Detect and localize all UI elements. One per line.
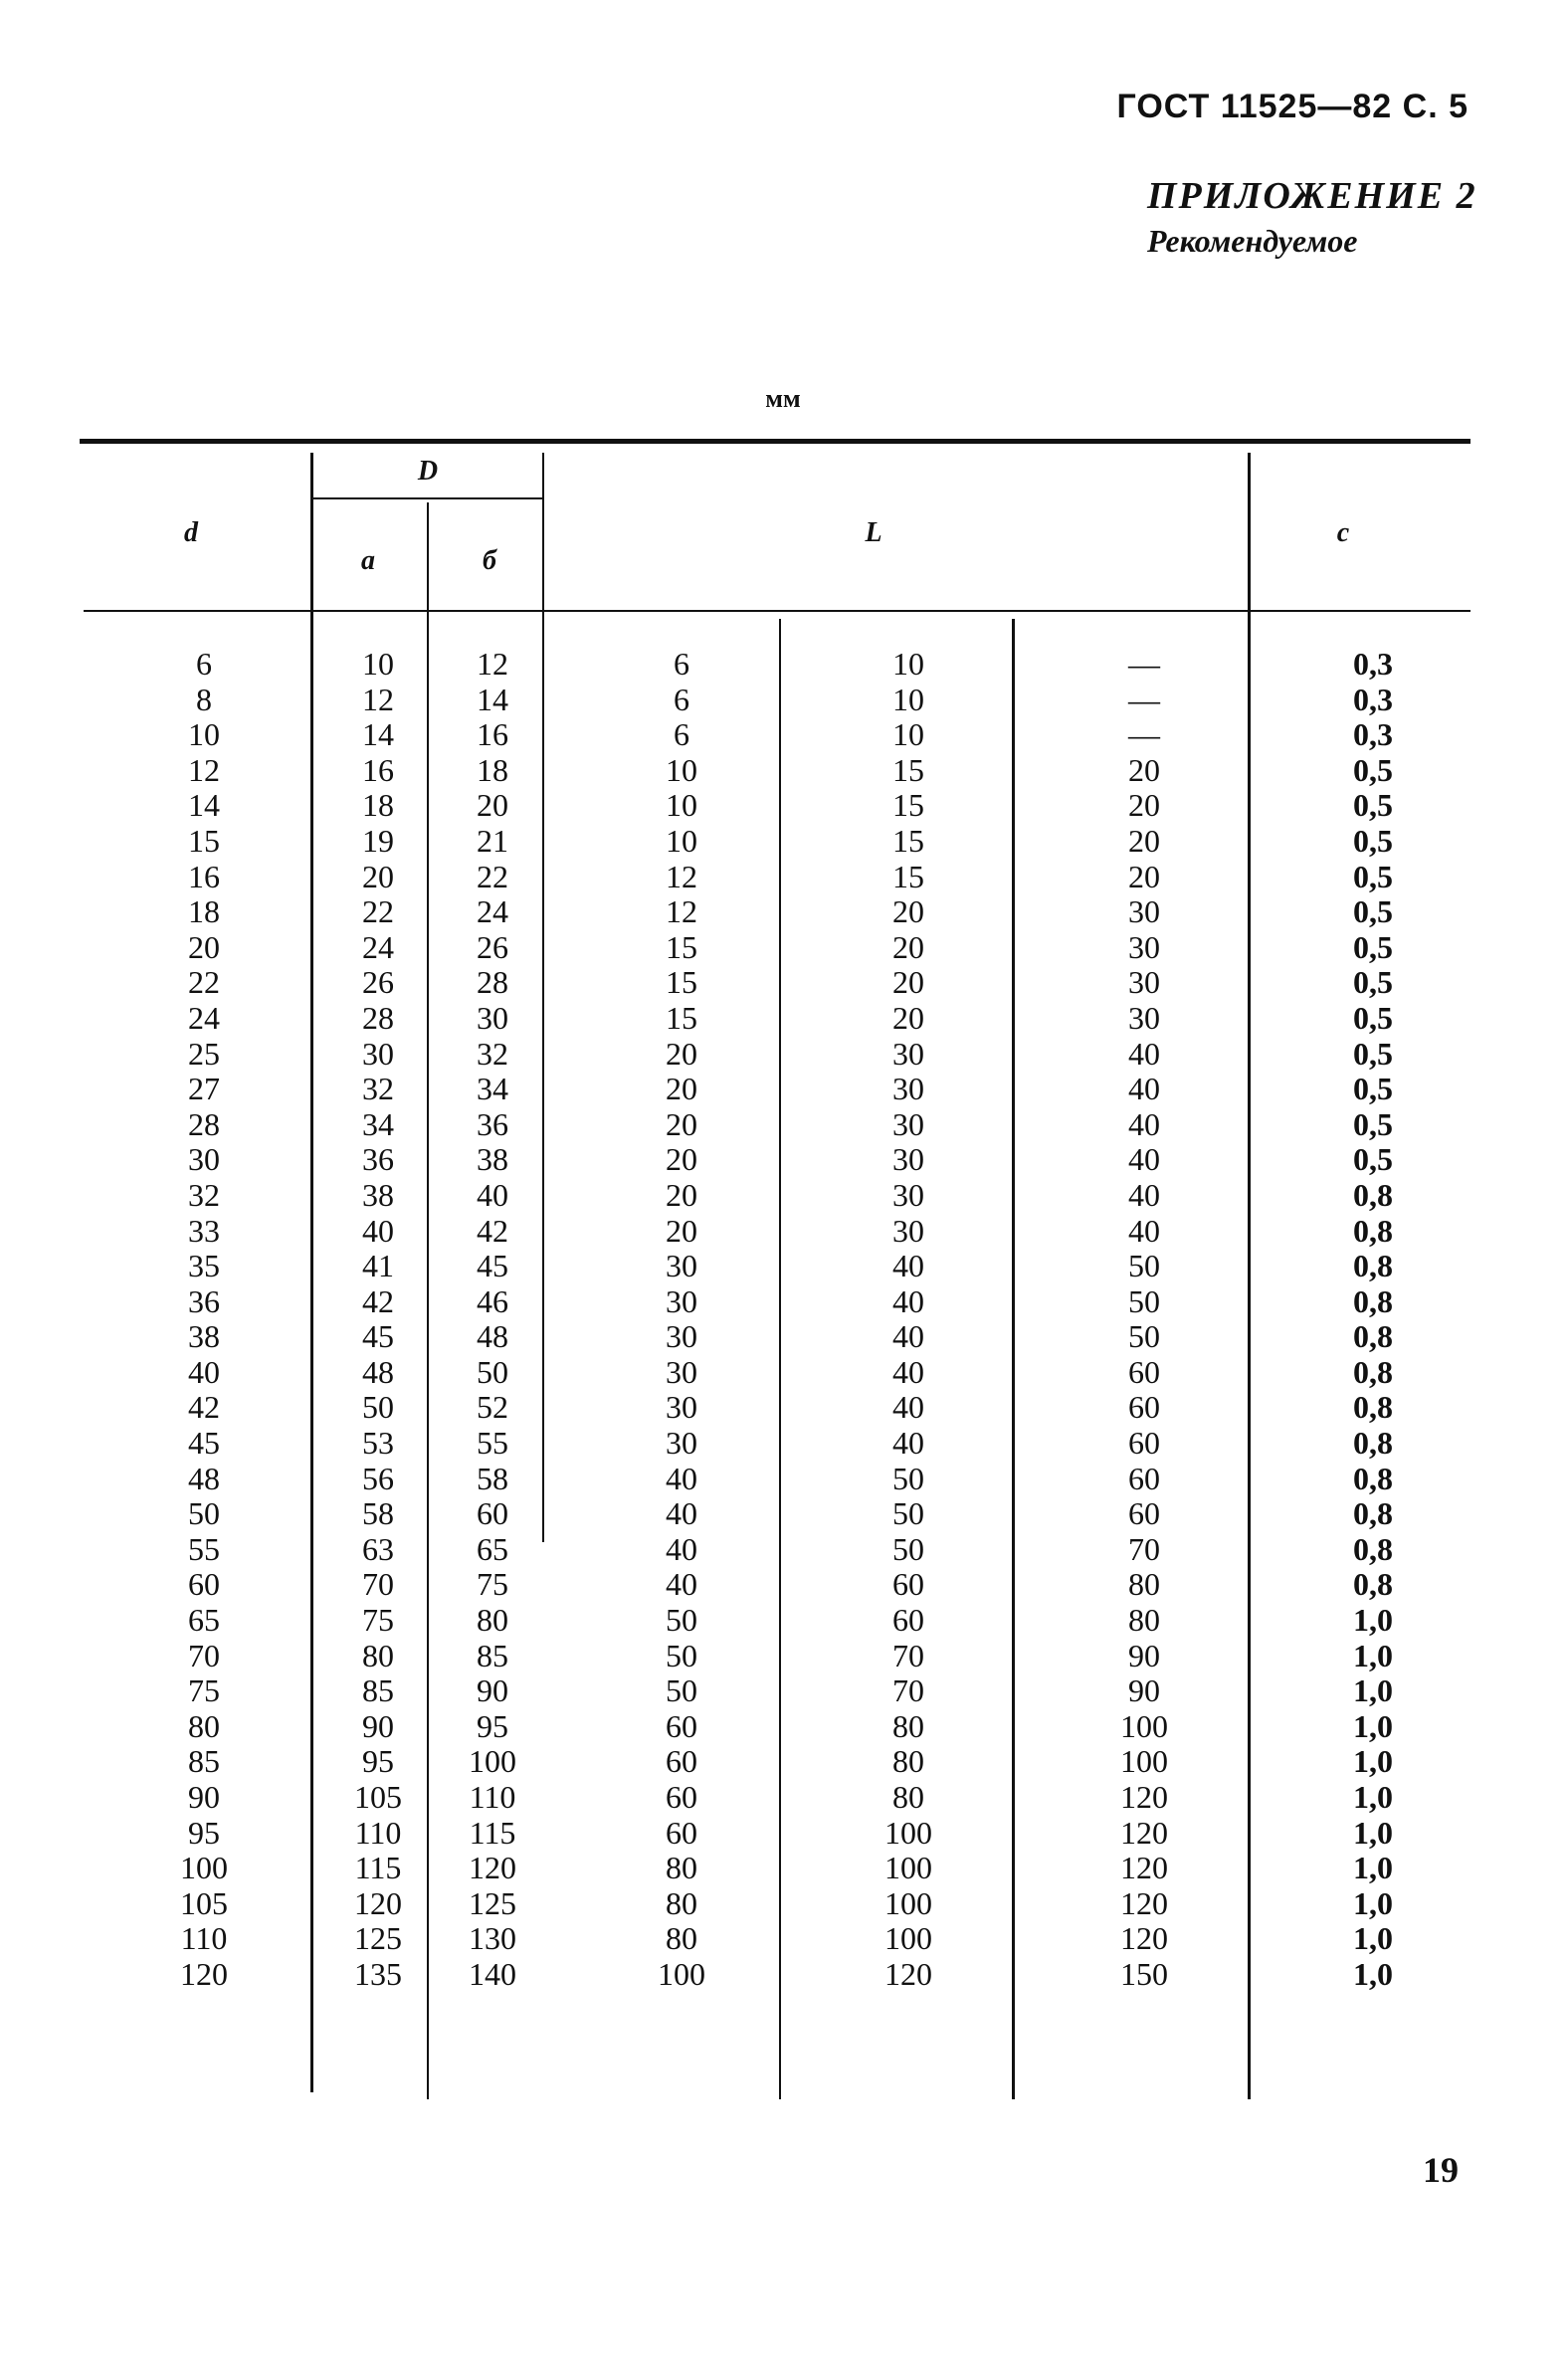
table-cell: 42 — [362, 1282, 394, 1319]
table-cell: 20 — [892, 928, 924, 965]
table-cell: 20 — [188, 928, 220, 965]
table-cell: 40 — [188, 1353, 220, 1390]
table-cell: 30 — [1128, 964, 1160, 1001]
table-cell: 0,5 — [1353, 1071, 1393, 1107]
table-cell: 60 — [666, 1814, 697, 1851]
header-D-b: б — [483, 545, 496, 576]
page-number: 19 — [1423, 2150, 1459, 2190]
table-cell: 1,0 — [1353, 1884, 1393, 1921]
table-cell: 0,8 — [1353, 1460, 1393, 1496]
table-cell: 0,5 — [1353, 964, 1393, 1001]
table-cell: 40 — [1128, 1176, 1160, 1213]
table-cell: 40 — [666, 1495, 697, 1532]
table-cell: 120 — [354, 1884, 402, 1921]
table-cell: 60 — [188, 1566, 220, 1603]
table-cell: 85 — [477, 1637, 508, 1673]
table-cell: 24 — [362, 928, 394, 965]
table-cell: 12 — [188, 751, 220, 788]
column-divider-L1-L2 — [779, 619, 781, 2099]
table-cell: 34 — [362, 1105, 394, 1142]
table-cell: 1,0 — [1353, 1955, 1393, 1992]
table-cell: 14 — [188, 787, 220, 824]
column-divider-L2-L3 — [1012, 619, 1015, 2099]
table-cell: 42 — [188, 1389, 220, 1426]
table-cell: 65 — [188, 1602, 220, 1639]
table-cell: 0,5 — [1353, 858, 1393, 894]
table-cell: 20 — [666, 1035, 697, 1072]
table-cell: 95 — [188, 1814, 220, 1851]
table-cell: 30 — [892, 1212, 924, 1249]
table-cell: 12 — [362, 681, 394, 717]
table-cell: 100 — [884, 1814, 932, 1851]
table-cell: 100 — [469, 1743, 516, 1780]
table-cell: 32 — [477, 1035, 508, 1072]
table-cell: 105 — [180, 1884, 228, 1921]
table-cell: 28 — [188, 1105, 220, 1142]
table-cell: 15 — [892, 822, 924, 859]
column-divider-d — [310, 453, 313, 2092]
table-cell: 1,0 — [1353, 1672, 1393, 1709]
table-cell: 20 — [892, 999, 924, 1036]
table-cell: 40 — [666, 1530, 697, 1567]
table-cell: 42 — [477, 1212, 508, 1249]
table-cell: 0,5 — [1353, 1105, 1393, 1142]
table-cell: 115 — [469, 1814, 516, 1851]
table-cell: 30 — [892, 1071, 924, 1107]
table-cell: 15 — [892, 787, 924, 824]
table-cell: 28 — [362, 999, 394, 1036]
table-cell: 33 — [188, 1212, 220, 1249]
table-cell: 0,8 — [1353, 1318, 1393, 1355]
table-cell: 22 — [188, 964, 220, 1001]
table-cell: 60 — [666, 1743, 697, 1780]
table-cell: 50 — [892, 1460, 924, 1496]
table-cell: 38 — [477, 1141, 508, 1178]
table-cell: 80 — [188, 1707, 220, 1744]
table-cell: 125 — [354, 1920, 402, 1957]
table-cell: 20 — [666, 1212, 697, 1249]
table-cell: 19 — [362, 822, 394, 859]
table-cell: 0,8 — [1353, 1495, 1393, 1532]
table-cell: 45 — [477, 1248, 508, 1284]
table-cell: 30 — [892, 1035, 924, 1072]
table-cell: 20 — [666, 1141, 697, 1178]
table-cell: 60 — [1128, 1495, 1160, 1532]
table-cell: 80 — [1128, 1566, 1160, 1603]
table-cell: 6 — [674, 681, 689, 717]
column-L-2 — [849, 647, 968, 1993]
table-cell: 1,0 — [1353, 1602, 1393, 1639]
table-cell: 45 — [188, 1425, 220, 1462]
table-cell: 30 — [666, 1318, 697, 1355]
table-cell: 0,3 — [1353, 716, 1393, 753]
table-cell: 40 — [892, 1282, 924, 1319]
table-cell: 15 — [892, 858, 924, 894]
table-cell: 0,3 — [1353, 681, 1393, 717]
table-cell: 75 — [188, 1672, 220, 1709]
table-cell: 50 — [188, 1495, 220, 1532]
table-cell: 22 — [477, 858, 508, 894]
table-cell: 110 — [180, 1920, 228, 1957]
table-cell: 40 — [1128, 1105, 1160, 1142]
table-cell: 40 — [666, 1460, 697, 1496]
header-D: D — [417, 456, 439, 487]
table-cell: 20 — [1128, 822, 1160, 859]
table-cell: 105 — [354, 1779, 402, 1815]
table-cell: 24 — [188, 999, 220, 1036]
table-cell: 10 — [666, 787, 697, 824]
table-cell: 30 — [666, 1353, 697, 1390]
standard-reference: ГОСТ 11525—82 С. 5 — [1116, 88, 1469, 125]
table-cell: 85 — [362, 1672, 394, 1709]
table-cell: 0,8 — [1353, 1566, 1393, 1603]
table-cell: 46 — [477, 1282, 508, 1319]
table-cell: 30 — [188, 1141, 220, 1178]
table-cell: 30 — [892, 1141, 924, 1178]
table-cell: 40 — [666, 1566, 697, 1603]
table-cell: 38 — [188, 1318, 220, 1355]
table-cell: 30 — [1128, 999, 1160, 1036]
table-cell: 75 — [362, 1602, 394, 1639]
table-cell: 20 — [1128, 787, 1160, 824]
table-cell: 12 — [477, 646, 508, 682]
table-cell: 90 — [1128, 1637, 1160, 1673]
table-cell: 30 — [477, 999, 508, 1036]
table-cell: 25 — [188, 1035, 220, 1072]
table-cell: 40 — [1128, 1141, 1160, 1178]
table-cell: 80 — [892, 1707, 924, 1744]
appendix-title: ПРИЛОЖЕНИЕ 2 — [1147, 175, 1477, 217]
table-cell: 40 — [362, 1212, 394, 1249]
table-cell: 21 — [477, 822, 508, 859]
table-cell: — — [1128, 646, 1160, 682]
table-cell: 16 — [477, 716, 508, 753]
table-cell: 50 — [1128, 1282, 1160, 1319]
table-cell: 0,3 — [1353, 646, 1393, 682]
table-cell: 14 — [362, 716, 394, 753]
column-divider-L-c — [1248, 453, 1251, 2099]
table-cell: 80 — [477, 1602, 508, 1639]
table-cell: 1,0 — [1353, 1814, 1393, 1851]
table-cell: 16 — [188, 858, 220, 894]
table-cell: 10 — [666, 751, 697, 788]
table-cell: — — [1128, 716, 1160, 753]
table-cell: 80 — [666, 1884, 697, 1921]
table-cell: 1,0 — [1353, 1707, 1393, 1744]
table-cell: 100 — [884, 1920, 932, 1957]
table-cell: 55 — [477, 1425, 508, 1462]
table-cell: 10 — [892, 646, 924, 682]
table-cell: 1,0 — [1353, 1743, 1393, 1780]
table-cell: 12 — [666, 858, 697, 894]
table-cell: 30 — [666, 1425, 697, 1462]
table-cell: 52 — [477, 1389, 508, 1426]
table-cell: 90 — [188, 1779, 220, 1815]
table-cell: 50 — [362, 1389, 394, 1426]
table-cell: 40 — [892, 1389, 924, 1426]
table-cell: 20 — [1128, 858, 1160, 894]
table-cell: 1,0 — [1353, 1779, 1393, 1815]
table-cell: 48 — [477, 1318, 508, 1355]
table-cell: 56 — [362, 1460, 394, 1496]
table-cell: 50 — [892, 1495, 924, 1532]
table-cell: 80 — [362, 1637, 394, 1673]
table-cell: 30 — [1128, 893, 1160, 930]
table-cell: 75 — [477, 1566, 508, 1603]
table-cell: 20 — [362, 858, 394, 894]
table-cell: 15 — [892, 751, 924, 788]
table-cell: 27 — [188, 1071, 220, 1107]
table-cell: 80 — [892, 1743, 924, 1780]
table-cell: 50 — [477, 1353, 508, 1390]
table-cell: 20 — [892, 893, 924, 930]
header-c: c — [1336, 517, 1350, 548]
table-cell: 100 — [180, 1850, 228, 1886]
table-cell: 50 — [1128, 1248, 1160, 1284]
table-cell: 15 — [666, 999, 697, 1036]
table-cell: 90 — [1128, 1672, 1160, 1709]
table-cell: 14 — [477, 681, 508, 717]
table-cell: 70 — [188, 1637, 220, 1673]
table-cell: 110 — [354, 1814, 402, 1851]
table-cell: 6 — [674, 716, 689, 753]
appendix-status: Рекомендуемое — [1147, 223, 1358, 259]
table-cell: 115 — [354, 1850, 402, 1886]
table-cell: 70 — [1128, 1530, 1160, 1567]
header-bottom-rule — [84, 610, 1470, 612]
table-cell: 70 — [892, 1637, 924, 1673]
table-cell: 1,0 — [1353, 1637, 1393, 1673]
table-cell: 0,8 — [1353, 1282, 1393, 1319]
table-cell: 12 — [666, 893, 697, 930]
table-cell: 80 — [1128, 1602, 1160, 1639]
table-cell: 41 — [362, 1248, 394, 1284]
table-cell: 65 — [477, 1530, 508, 1567]
table-cell: 53 — [362, 1425, 394, 1462]
table-cell: 55 — [188, 1530, 220, 1567]
table-cell: 100 — [884, 1850, 932, 1886]
table-cell: 32 — [362, 1071, 394, 1107]
table-cell: 60 — [1128, 1389, 1160, 1426]
table-cell: 100 — [658, 1955, 705, 1992]
table-cell: 80 — [666, 1850, 697, 1886]
table-cell: 30 — [362, 1035, 394, 1072]
table-cell: 20 — [477, 787, 508, 824]
table-cell: 40 — [1128, 1035, 1160, 1072]
table-cell: 0,5 — [1353, 822, 1393, 859]
table-cell: 140 — [469, 1955, 516, 1992]
table-cell: 8 — [196, 681, 212, 717]
table-cell: 63 — [362, 1530, 394, 1567]
table-cell: 0,8 — [1353, 1389, 1393, 1426]
table-cell: 120 — [1120, 1920, 1168, 1957]
table-cell: 34 — [477, 1071, 508, 1107]
table-cell: 24 — [477, 893, 508, 930]
table-cell: 120 — [469, 1850, 516, 1886]
table-cell: 15 — [666, 964, 697, 1001]
table-cell: 36 — [362, 1141, 394, 1178]
table-cell: 35 — [188, 1248, 220, 1284]
column-L-3 — [1084, 647, 1204, 1993]
table-cell: 0,5 — [1353, 787, 1393, 824]
table-cell: 120 — [1120, 1850, 1168, 1886]
table-cell: 95 — [362, 1743, 394, 1780]
table-cell: 26 — [362, 964, 394, 1001]
table-cell: 18 — [362, 787, 394, 824]
table-cell: 48 — [188, 1460, 220, 1496]
table-cell: 120 — [884, 1955, 932, 1992]
table-cell: 130 — [469, 1920, 516, 1957]
table-cell: 120 — [1120, 1779, 1168, 1815]
header-L: L — [865, 517, 882, 548]
table-cell: 48 — [362, 1353, 394, 1390]
table-cell: 50 — [666, 1672, 697, 1709]
header-d: d — [184, 517, 198, 548]
table-cell: 0,8 — [1353, 1248, 1393, 1284]
table-cell: 0,8 — [1353, 1425, 1393, 1462]
table-cell: 18 — [477, 751, 508, 788]
table-cell: 100 — [1120, 1707, 1168, 1744]
table-cell: 10 — [362, 646, 394, 682]
table-cell: 40 — [892, 1248, 924, 1284]
table-cell: 32 — [188, 1176, 220, 1213]
table-cell: 36 — [477, 1105, 508, 1142]
table-cell: 125 — [469, 1884, 516, 1921]
table-cell: 60 — [1128, 1460, 1160, 1496]
table-cell: 58 — [477, 1460, 508, 1496]
table-cell: 28 — [477, 964, 508, 1001]
table-cell: 90 — [477, 1672, 508, 1709]
table-cell: 40 — [1128, 1071, 1160, 1107]
table-cell: 110 — [469, 1779, 516, 1815]
table-cell: 95 — [477, 1707, 508, 1744]
table-cell: 30 — [666, 1248, 697, 1284]
table-cell: 38 — [362, 1176, 394, 1213]
table-cell: 80 — [892, 1779, 924, 1815]
table-cell: 30 — [666, 1389, 697, 1426]
column-d — [149, 647, 259, 1993]
table-cell: 60 — [666, 1779, 697, 1815]
table-cell: 30 — [892, 1176, 924, 1213]
table-cell: 0,8 — [1353, 1212, 1393, 1249]
table-cell: 36 — [188, 1282, 220, 1319]
table-cell: 6 — [674, 646, 689, 682]
table-cell: 40 — [477, 1176, 508, 1213]
table-cell: 20 — [666, 1176, 697, 1213]
table-cell: 60 — [666, 1707, 697, 1744]
table-cell: 20 — [666, 1105, 697, 1142]
table-cell: 0,8 — [1353, 1353, 1393, 1390]
table-cell: 120 — [1120, 1884, 1168, 1921]
table-cell: 16 — [362, 751, 394, 788]
table-cell: 18 — [188, 893, 220, 930]
table-cell: 50 — [666, 1637, 697, 1673]
table-cell: 60 — [892, 1602, 924, 1639]
table-cell: 120 — [180, 1955, 228, 1992]
table-cell: 58 — [362, 1495, 394, 1532]
table-cell: 30 — [1128, 928, 1160, 965]
table-cell: 20 — [666, 1071, 697, 1107]
table-cell: 50 — [1128, 1318, 1160, 1355]
table-cell: 50 — [892, 1530, 924, 1567]
table-cell: 90 — [362, 1707, 394, 1744]
table-cell: 10 — [188, 716, 220, 753]
table-cell: 0,5 — [1353, 928, 1393, 965]
table-cell: 70 — [362, 1566, 394, 1603]
table-cell: 40 — [892, 1318, 924, 1355]
table-cell: 30 — [892, 1105, 924, 1142]
table-cell: 1,0 — [1353, 1920, 1393, 1957]
table-cell: 40 — [1128, 1212, 1160, 1249]
table-cell: 20 — [892, 964, 924, 1001]
table-cell: 10 — [892, 716, 924, 753]
table-cell: 10 — [666, 822, 697, 859]
table-cell: 26 — [477, 928, 508, 965]
table-cell: 45 — [362, 1318, 394, 1355]
table-cell: 135 — [354, 1955, 402, 1992]
column-D-a — [323, 647, 433, 1993]
table-cell: 22 — [362, 893, 394, 930]
column-L-1 — [622, 647, 741, 1993]
table-cell: — — [1128, 681, 1160, 717]
table-cell: 60 — [1128, 1353, 1160, 1390]
table-cell: 0,5 — [1353, 1141, 1393, 1178]
table-cell: 30 — [666, 1282, 697, 1319]
header-D-a: а — [361, 545, 375, 576]
table-cell: 100 — [1120, 1743, 1168, 1780]
table-cell: 120 — [1120, 1814, 1168, 1851]
table-cell: 0,5 — [1353, 751, 1393, 788]
table-cell: 20 — [1128, 751, 1160, 788]
table-cell: 0,5 — [1353, 893, 1393, 930]
table-cell: 10 — [892, 681, 924, 717]
table-cell: 60 — [1128, 1425, 1160, 1462]
table-cell: 100 — [884, 1884, 932, 1921]
table-cell: 0,8 — [1353, 1176, 1393, 1213]
table-cell: 80 — [666, 1920, 697, 1957]
table-cell: 0,8 — [1353, 1530, 1393, 1567]
table-cell: 15 — [666, 928, 697, 965]
table-cell: 1,0 — [1353, 1850, 1393, 1886]
table-top-rule — [80, 439, 1470, 444]
table-cell: 50 — [666, 1602, 697, 1639]
table-cell: 60 — [477, 1495, 508, 1532]
table-cell: 60 — [892, 1566, 924, 1603]
table-cell: 6 — [196, 646, 212, 682]
table-cell: 40 — [892, 1425, 924, 1462]
table-cell: 150 — [1120, 1955, 1168, 1992]
table-cell: 70 — [892, 1672, 924, 1709]
column-D-b — [438, 647, 547, 1993]
column-c — [1318, 647, 1428, 1993]
table-unit-label: мм — [765, 384, 801, 413]
table-cell: 0,5 — [1353, 999, 1393, 1036]
table-cell: 15 — [188, 822, 220, 859]
header-d-subrule — [311, 497, 542, 499]
table-cell: 0,5 — [1353, 1035, 1393, 1072]
table-cell: 85 — [188, 1743, 220, 1780]
table-cell: 40 — [892, 1353, 924, 1390]
